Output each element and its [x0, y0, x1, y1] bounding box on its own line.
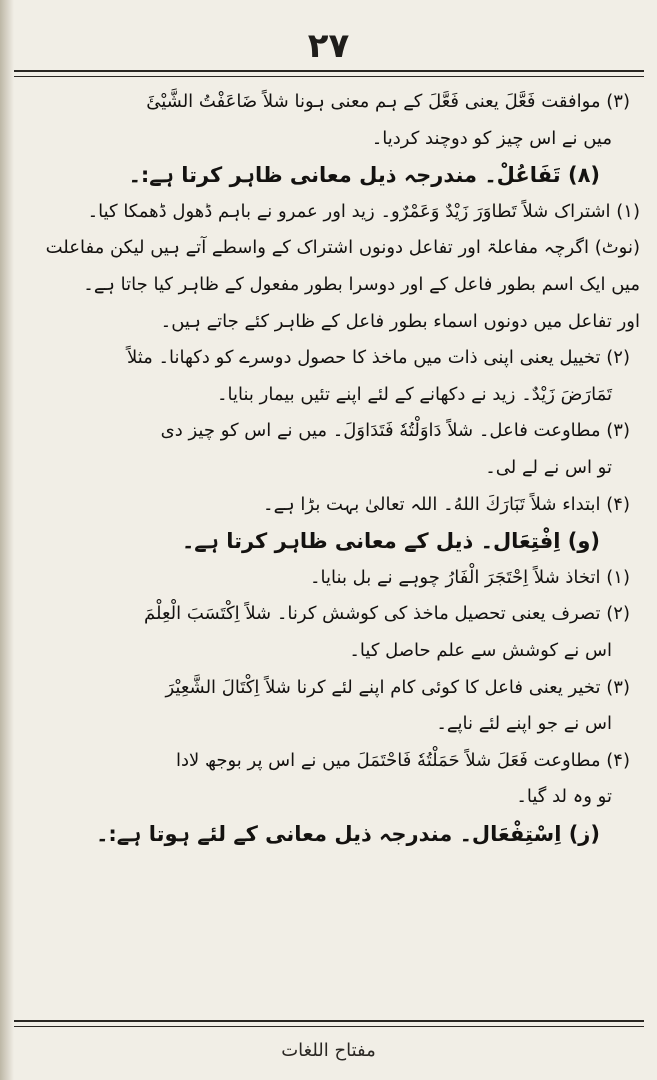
section-heading-iftial: (و) اِفْتِعَال۔ ذیل کے معانی ظاہر کرتا ہے۔ — [181, 529, 600, 554]
text-line: اس نے جو اپنے لئے ناپے۔ — [436, 713, 612, 735]
note-line: (نوٹ) اگرچہ مفاعلۃ اور تفاعل دونوں اشتراک کے واسطے آتے ہیں لیکن مفاعلت — [45, 237, 640, 259]
text-line: (۱) اشتراک شلاً تَطاوَرَ زَیْدٌ وَعَمْرٌو۔ زید اور عمرو نے باہم ڈھول ڈھمکا کیا۔ — [87, 200, 640, 222]
text-line: (۳) مطاوعت فاعل۔ شلاً دَاوَلْتُهٗ فَتَدَاوَلَ۔ میں نے اس کو چیز دی — [160, 420, 630, 442]
text-line: (۲) تخییل یعنی اپنی ذات میں ماخذ کا حصول دوسرے کو دکھانا۔ مثلاً — [126, 347, 630, 369]
page-body — [18, 84, 640, 852]
footer-title: مفتاح اللغات — [281, 1040, 376, 1061]
text-line: میں نے اس چیز کو دوچند کردیا۔ — [371, 127, 612, 149]
text-line: تَمَارَضَ زَیْدٌ۔ زید نے دکھانے کے لئے اپنے تئیں بیمار بنایا۔ — [216, 383, 612, 405]
text-line: تو اس نے لے لی۔ — [485, 456, 612, 478]
text-line: (۱) اتخاذ شلاً اِحْتَجَرَ الْفَارُ چوہے نے بل بنایا۔ — [309, 566, 630, 588]
text-line: (۴) مطاوعت فَعَلَ شلاً حَمَلْتُهٗ فَاحْتَمَلَ میں نے اس پر بوجھ لادا — [175, 749, 630, 771]
section-heading-tafaul: (۸) تَفَاعُلْ۔ مندرجہ ذیل معانی ظاہر کرتا ہے:۔ — [128, 163, 600, 188]
text-line: اس نے کوشش سے علم حاصل کیا۔ — [349, 639, 612, 661]
text-line: (۳) تخیر یعنی فاعل کا کوئی کام اپنے لئے کرنا شلاً اِكْتَالَ الشَّعِيْرَ — [165, 676, 630, 698]
header-rule-thin — [14, 76, 644, 77]
text-line: تو وہ لد گیا۔ — [516, 786, 612, 808]
footer-rule-thin — [14, 1026, 644, 1027]
page-binding-shadow — [0, 0, 14, 1080]
header-rule — [14, 70, 644, 72]
text-line: (۲) تصرف یعنی تحصیل ماخذ کی کوشش کرنا۔ شلاً اِكْتَسَبَ الْعِلْمَ — [144, 603, 630, 625]
section-heading-istifal: (ز) اِسْتِفْعَال۔ مندرجہ ذیل معانی کے لئے ہوتا ہے:۔ — [96, 821, 600, 846]
text-line: اور تفاعل میں دونوں اسماء بطور فاعل کے ظاہر کئے جاتے ہیں۔ — [160, 310, 640, 332]
text-line: میں ایک اسم بطور فاعل کے اور دوسرا بطور مفعول کے ظاہر کیا جاتا ہے۔ — [83, 273, 640, 295]
page-number: ۲۷ — [307, 26, 350, 66]
footer-rule — [14, 1020, 644, 1022]
text-line: (۳) موافقت فَعَّلَ یعنی فَعَّلَ کے ہم معنی ہونا شلاً ضَاعَفْتُ الشَّیْئَ — [146, 91, 630, 112]
text-line: (۴) ابتداء شلاً تَبَارَكَ اللهُ۔ اللہ تعالیٰ بہت بڑا ہے۔ — [263, 493, 630, 515]
